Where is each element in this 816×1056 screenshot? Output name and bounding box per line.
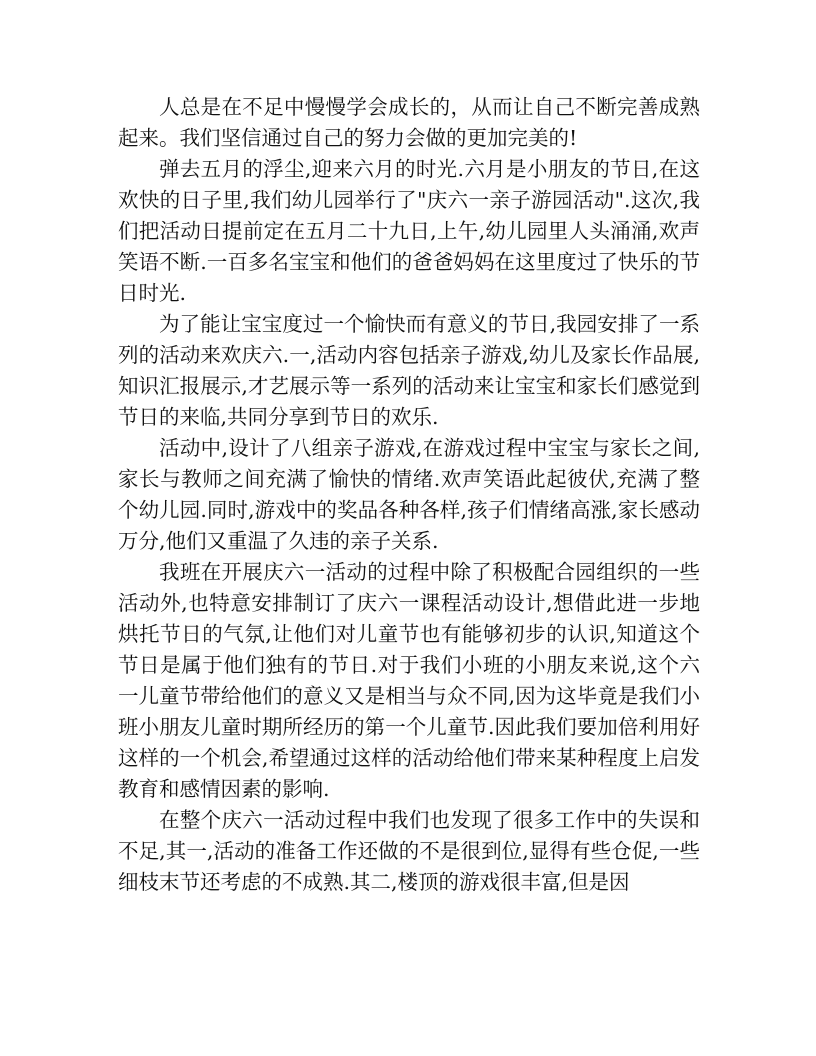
document-body xyxy=(118,92,700,898)
paragraph-5: 我班在开展庆六一活动的过程中除了积极配合园组织的一些活动外,也特意安排制订了庆六一课程活动设计,想借此进一步地烘托节日的气氛,让他们对儿童节也有能够初步的认识,知道这个节日是属于他们独有的节日.对于我们小班的小朋友来说,这个六一儿童节带给他们的意义又是相当与众不同,因为这毕竟是我们小班小朋友儿童时期所经历的第一个儿童节.因此我们要加倍利用好这样的一个机会,希望通过这样的活动给他们带来某种程度上启发教育和感情因素的影响. xyxy=(118,560,700,801)
paragraph-1: 人总是在不足中慢慢学会成长的，从而让自己不断完善成熟起来。我们坚信通过自己的努力会做的更加完美的! xyxy=(118,95,700,150)
paragraph-6: 在整个庆六一活动过程中我们也发现了很多工作中的失误和不足,其一,活动的准备工作还做的不是很到位,显得有些仓促,一些细枝末节还考虑的不成熟.其二,楼顶的游戏很丰富,但是因 xyxy=(118,808,700,894)
paragraph-4: 活动中,设计了八组亲子游戏,在游戏过程中宝宝与家长之间,家长与教师之间充满了愉快的情绪.欢声笑语此起彼伏,充满了整个幼儿园.同时,游戏中的奖品各种各样,孩子们情绪高涨,家长感动万分,他们又重温了久违的亲子关系. xyxy=(118,436,700,553)
paragraph-3: 为了能让宝宝度过一个愉快而有意义的节日,我园安排了一系列的活动来欢庆六.一,活动内容包括亲子游戏,幼儿及家长作品展,知识汇报展示,才艺展示等一系列的活动来让宝宝和家长们感觉到节日的来临,共同分享到节日的欢乐. xyxy=(118,312,700,429)
paragraph-2: 弹去五月的浮尘,迎来六月的时光.六月是小朋友的节日,在这欢快的日子里,我们幼儿园举行了"庆六一亲子游园活动".这次,我们把活动日提前定在五月二十九日,上午,幼儿园里人头涌涌,欢声笑语不断.一百多名宝宝和他们的爸爸妈妈在这里度过了快乐的节日时光. xyxy=(118,157,700,305)
